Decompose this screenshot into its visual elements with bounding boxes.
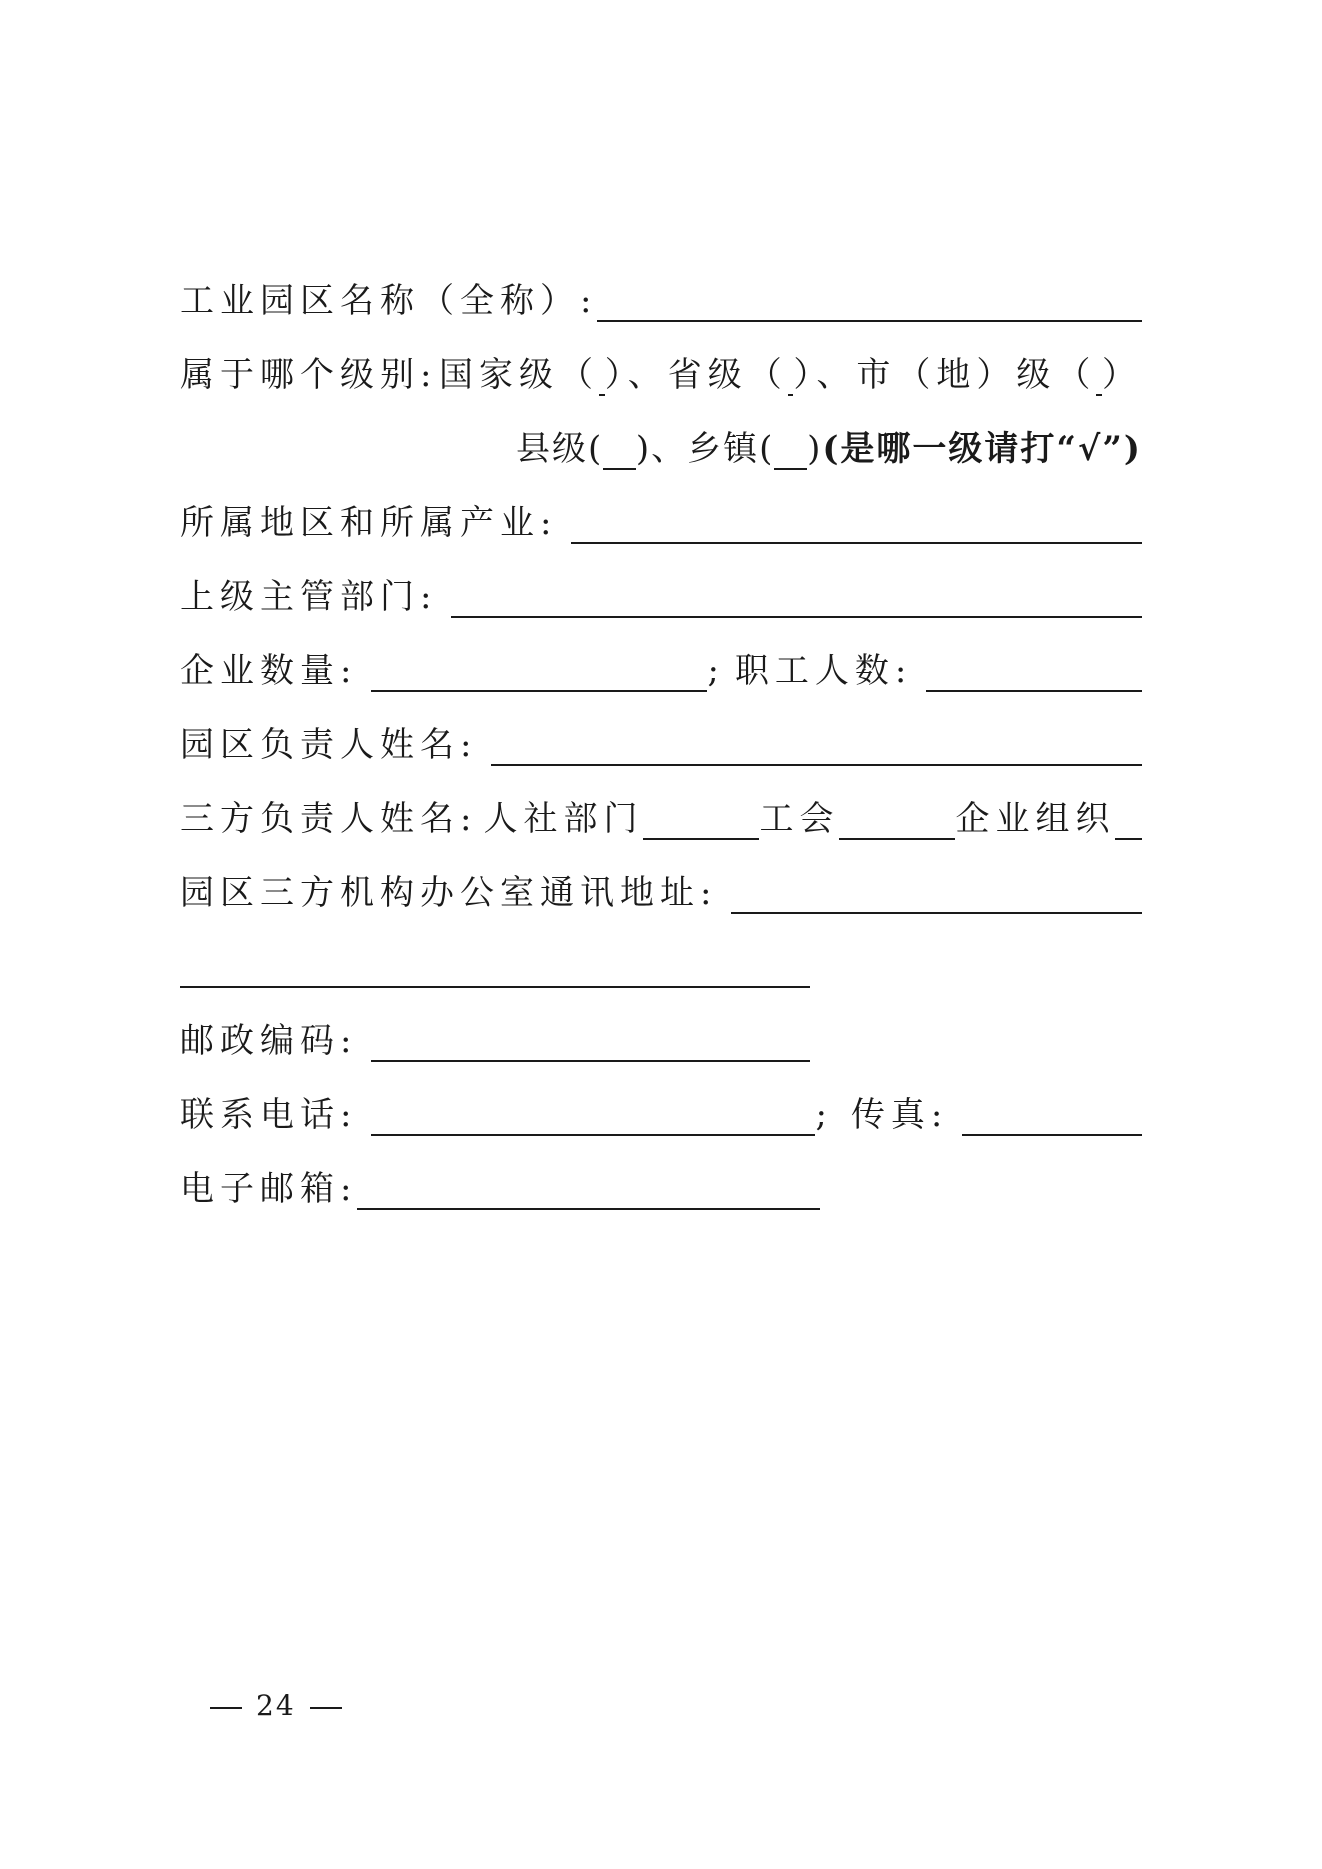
region-industry-field[interactable]	[571, 502, 1142, 544]
township-check-field[interactable]	[774, 428, 807, 470]
region-industry-label: 所属地区和所属产业:	[180, 503, 558, 543]
footer-dash-left	[210, 1707, 242, 1709]
office-address-row-2	[180, 928, 810, 984]
level-national-text: 国家级（	[439, 355, 600, 395]
park-leader-label: 园区负责人姓名:	[180, 725, 478, 765]
level-city-text: ）、市（地）级（	[793, 355, 1097, 395]
semicolon-1: ;	[707, 651, 725, 691]
email-field[interactable]	[357, 1168, 820, 1210]
enterprise-org-label: 企业组织	[955, 799, 1116, 839]
enterprise-count-label: 企业数量:	[180, 651, 358, 691]
level-row-2	[516, 410, 1142, 469]
phone-fax-row	[180, 1076, 1142, 1135]
level-provincial-text: ）、省级（	[604, 355, 788, 395]
union-field[interactable]	[839, 798, 955, 840]
park-name-field[interactable]	[597, 280, 1142, 322]
level-county-text: 县级(	[516, 429, 604, 469]
park-name-label: 工业园区名称（全称）:	[180, 281, 598, 321]
fax-label: 传真:	[850, 1095, 949, 1135]
hr-dept-field[interactable]	[643, 798, 759, 840]
level-instruction: (是哪一级请打“√”)	[822, 429, 1142, 469]
semicolon-2: ;	[815, 1095, 833, 1135]
office-address-field-2[interactable]	[180, 946, 810, 988]
supervisor-field[interactable]	[451, 576, 1142, 618]
postcode-label: 邮政编码:	[180, 1021, 358, 1061]
park-name-row	[180, 262, 1142, 321]
postcode-row	[180, 1002, 810, 1061]
park-leader-field[interactable]	[491, 724, 1142, 766]
footer-dash-right	[310, 1707, 342, 1709]
phone-label: 联系电话:	[180, 1095, 358, 1135]
level-row	[180, 336, 1143, 395]
fax-field[interactable]	[962, 1094, 1142, 1136]
office-address-field[interactable]	[731, 872, 1142, 914]
enterprise-org-field[interactable]	[1115, 798, 1142, 840]
enterprise-count-field[interactable]	[371, 650, 707, 692]
tripartite-row	[180, 780, 1142, 839]
tripartite-label: 三方负责人姓名:	[180, 799, 478, 839]
level-label: 属于哪个级别:	[180, 355, 438, 395]
office-address-row	[180, 854, 1142, 913]
office-address-label: 园区三方机构办公室通讯地址:	[180, 873, 718, 913]
phone-field[interactable]	[371, 1094, 815, 1136]
counts-row	[180, 632, 1142, 691]
level-township-text: )、乡镇(	[635, 429, 775, 469]
union-label: 工会	[759, 799, 840, 839]
postcode-field[interactable]	[371, 1020, 810, 1062]
region-industry-row	[180, 484, 1142, 543]
email-row	[180, 1150, 820, 1209]
employee-count-field[interactable]	[926, 650, 1142, 692]
page-footer	[196, 1689, 356, 1722]
level-close-2-text: )	[807, 429, 823, 469]
email-label: 电子邮箱:	[180, 1169, 358, 1209]
page-number: 24	[256, 1689, 296, 1722]
park-leader-row	[180, 706, 1142, 765]
supervisor-label: 上级主管部门:	[180, 577, 438, 617]
employee-count-label: 职工人数:	[734, 651, 913, 691]
hr-dept-label: 人社部门	[483, 799, 644, 839]
supervisor-row	[180, 558, 1142, 617]
county-check-field[interactable]	[603, 428, 636, 470]
level-close-text: ）	[1102, 355, 1143, 395]
